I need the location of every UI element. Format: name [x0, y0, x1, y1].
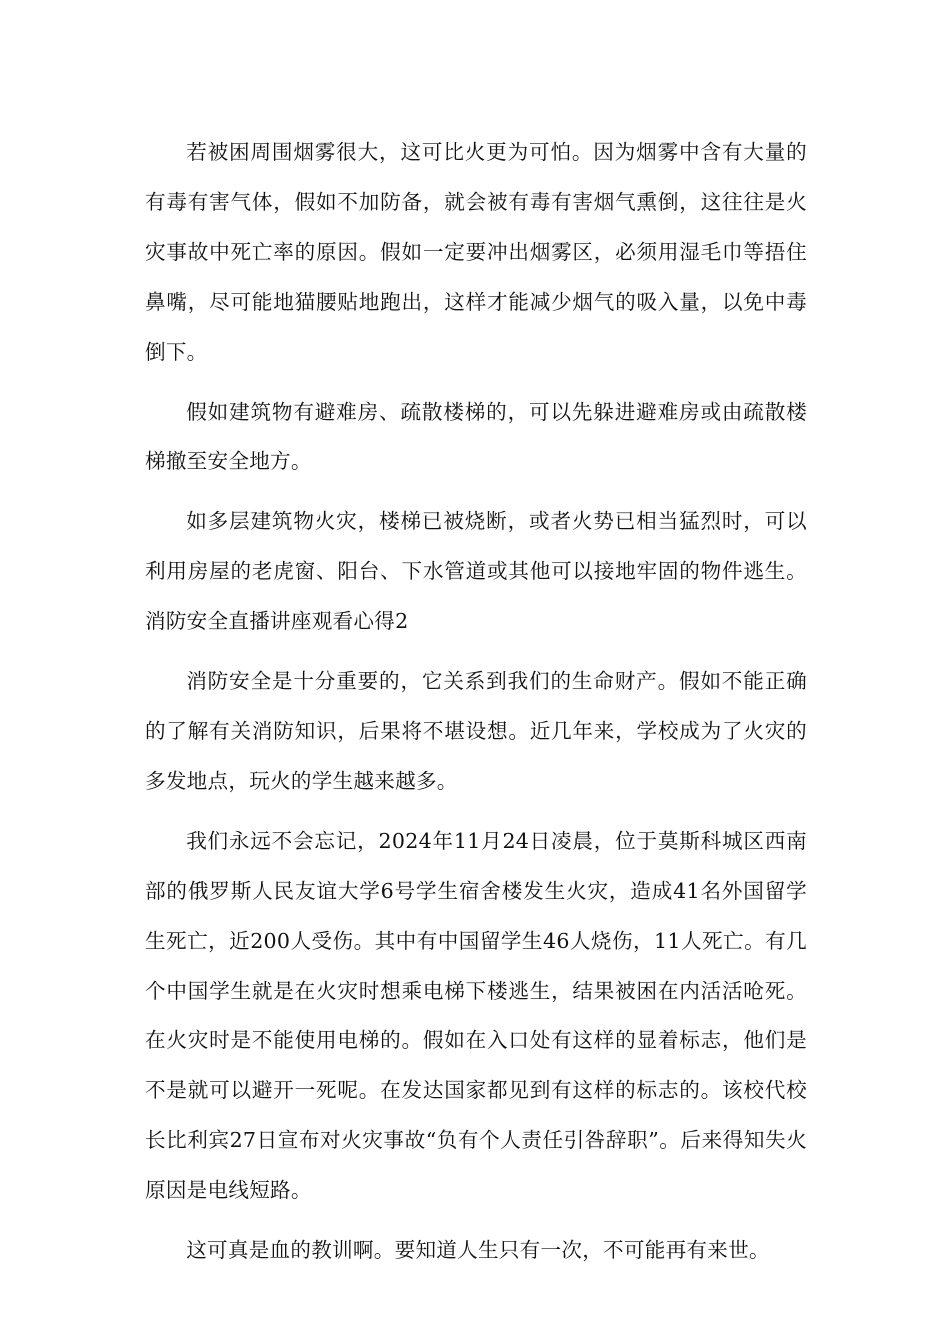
paragraph-multistory-fire: 如多层建筑物火灾，楼梯已被烧断，或者火势已相当猛烈时，可以利用房屋的老虎窗、阳台、下水管道或其他可以接地牢固的物件逃生。消防安全直播讲座观看心得2 — [145, 509, 807, 634]
paragraph-smoke-escape: 若被困周围烟雾很大，这可比火更为可怕。因为烟雾中含有大量的有毒有害气体，假如不加防备，就会被有毒有害烟气熏倒，这往往是火灾事故中死亡率的原因。假如一定要冲出烟雾区，必须用湿毛巾等捂住鼻嘴，尽可能地猫腰贴地跑出，这样才能减少烟气的吸入量，以免中毒倒下。 — [145, 140, 807, 364]
paragraph-moscow-fire: 我们永远不会忘记，2024年11月24日凌晨，位于莫斯科城区西南部的俄罗斯人民友谊大学6号学生宿舍楼发生火灾，造成41名外国留学生死亡，近200人受伤。其中有中国留学生46人烧伤，11人死亡。有几个中国学生就是在火灾时想乘电梯下楼逃生，结果被困在内活活呛死。在火灾时是不能使用电梯的。假如在入口处有这样的显着标志，他们是不是就可以避开一死呢。在发达国家都见到有这样的标志的。该校代校长比利宾27日宣布对火灾事故“负有个人责任引咎辞职”。后来得知失火原因是电线短路。 — [145, 828, 807, 1203]
document-body — [145, 128, 807, 1286]
paragraph-refuge-room: 假如建筑物有避难房、疏散楼梯的，可以先躲进避难房或由疏散楼梯撤至安全地方。 — [145, 399, 807, 474]
paragraph-fire-safety-importance: 消防安全是十分重要的，它关系到我们的生命财产。假如不能正确的了解有关消防知识，后果将不堪设想。近几年来，学校成为了火灾的多发地点，玩火的学生越来越多。 — [145, 669, 807, 793]
paragraph-lesson: 这可真是血的教训啊。要知道人生只有一次，不可能再有来世。 — [186, 1238, 770, 1263]
